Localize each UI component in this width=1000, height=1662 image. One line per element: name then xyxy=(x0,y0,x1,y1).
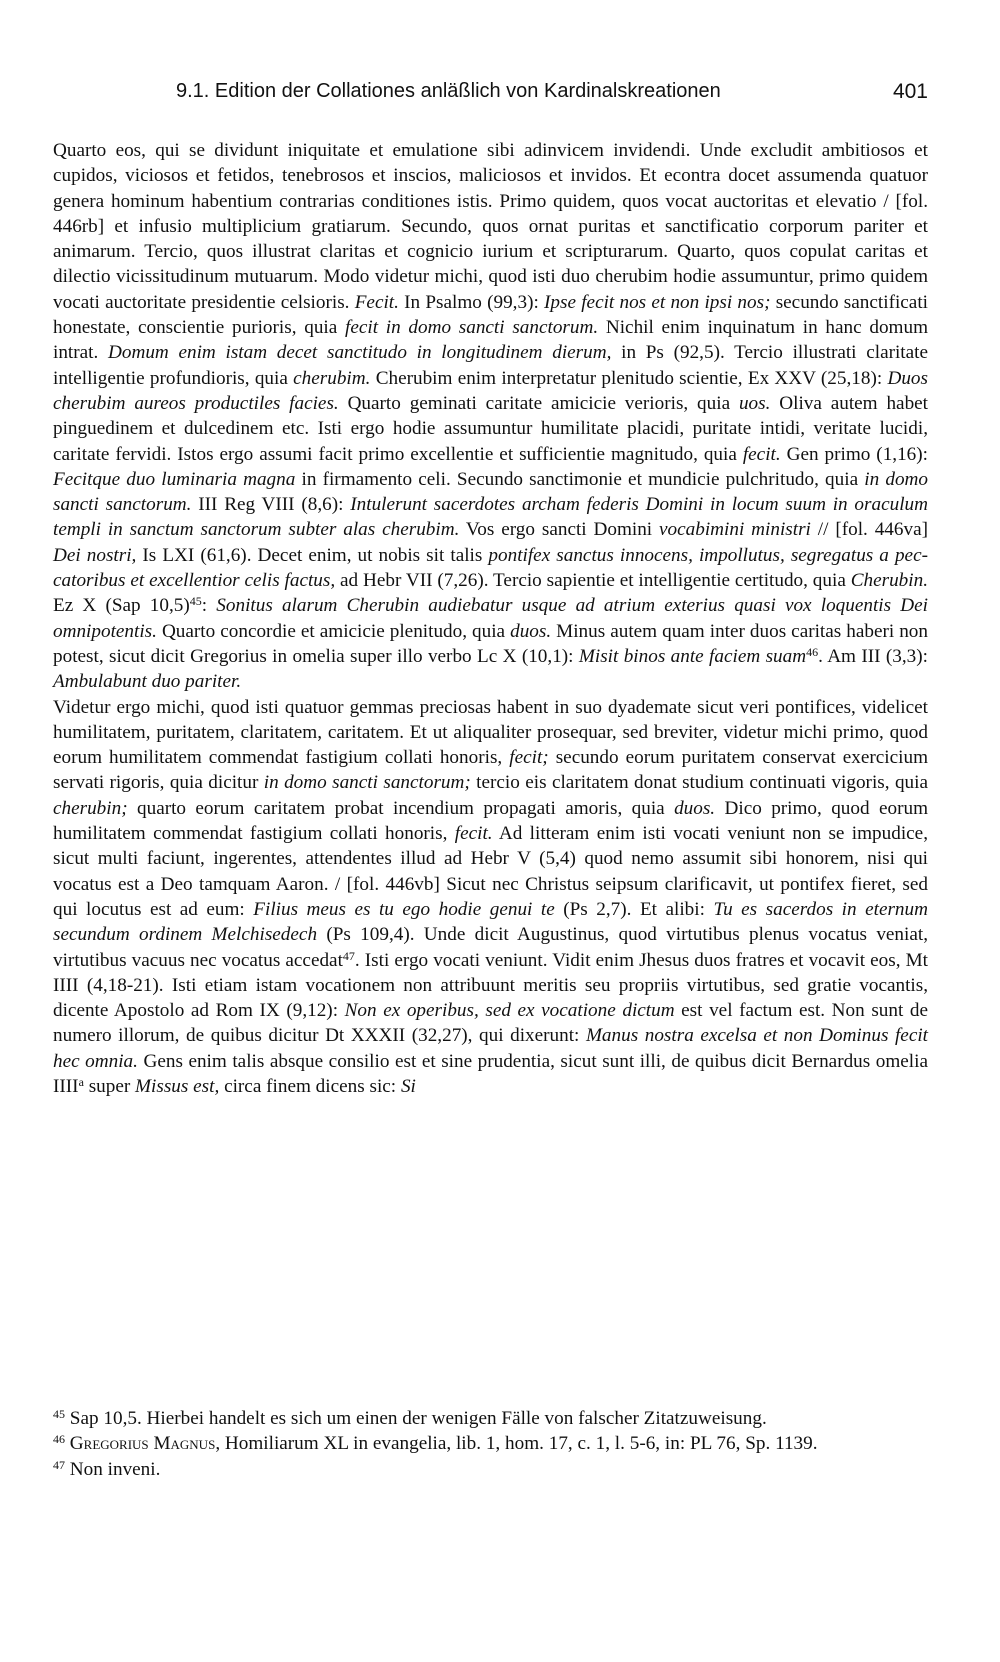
italic-text: Ambulabunt duo pariter. xyxy=(53,671,242,693)
italic-text: duos. xyxy=(674,797,716,819)
italic-text: Dei nostri, xyxy=(53,544,137,566)
italic-text: in domo sancti sanctorum. xyxy=(53,468,928,516)
author-name: Gregorius Magnus xyxy=(69,1433,216,1455)
italic-text: Misit binos ante faciem suam xyxy=(578,645,807,667)
footnote-marker: 47 xyxy=(342,948,355,963)
italic-text: cherubin; xyxy=(53,797,128,819)
main-text xyxy=(53,138,928,1099)
page-number: 401 xyxy=(892,80,928,103)
footnote-marker: a xyxy=(78,1074,84,1089)
footnotes xyxy=(53,1406,928,1482)
footnote-marker: 46 xyxy=(53,1432,65,1447)
italic-text: Fecitque duo luminaria magna xyxy=(53,468,296,490)
italic-text: Intulerunt sacerdotes archam federis Domini in locum suum in oraculum templi in sanctum sanctorum subter alas cherubim. xyxy=(53,494,928,541)
italic-text: Cherubin. xyxy=(850,570,928,592)
footnote-marker: 45 xyxy=(53,1407,65,1421)
italic-text: duos. xyxy=(510,620,552,642)
italic-text: Fecit. xyxy=(354,291,399,313)
running-title: 9.1. Edition der Collationes anläßlich von Kardinalskreationen xyxy=(176,80,721,102)
italic-text: uos. xyxy=(738,392,771,414)
footnote: $^{46}$ Gregorius Magnus, Homiliarum XL in evangelia, lib. 1, hom. 17, c. 1, l. 5-6, in: PL 76, Sp. 1139. xyxy=(53,1432,818,1455)
italic-text: fecit. xyxy=(454,823,493,845)
italic-text: Si xyxy=(400,1075,416,1097)
italic-text: pontifex sanctus innocens, impollutus, segregatus a peccatoribus et excellentior celis factus, xyxy=(53,544,928,592)
italic-text: Duos cherubim aureos productiles facies. xyxy=(53,367,928,414)
footnote-marker: 45 xyxy=(189,594,202,609)
italic-text: Filius meus es tu ego hodie genui te xyxy=(253,898,555,920)
italic-text: Non ex operibus, sed ex vocatione dictum xyxy=(344,1000,675,1022)
italic-text: in domo sancti sanctorum; xyxy=(263,772,471,794)
footnote-marker: 46 xyxy=(806,644,819,659)
italic-text: fecit. xyxy=(742,443,781,465)
footnote: $^{47}$ Non inveni. xyxy=(53,1457,161,1480)
italic-text: fecit in domo sancti sanctorum. xyxy=(345,317,599,339)
italic-text: Ipse fecit nos et non ipsi nos; xyxy=(544,291,771,313)
italic-text: Manus nostra excelsa et non Dominus fecit hec omnia. xyxy=(53,1025,928,1072)
footnote-marker: 47 xyxy=(53,1457,65,1472)
italic-text: vocabimini ministri xyxy=(659,519,811,541)
italic-text: Missus est, xyxy=(135,1075,220,1097)
italic-text: Domum enim istam decet sanctitudo in longitudinem dierum, xyxy=(108,342,612,364)
paragraph: Videtur ergo michi, quod isti quatuor gemmas preciosas habent in suo dyademate sicut veri pontifices, videlicet humilitatem, puritatem, claritatem, caritatem. Et ut aliqualiter prosequar, sed breviter, videtur michi primo, quod eorum humilitatem commendat fastigium collati honoris, fecit; secundo eorum puritatem conservat exercicium servati rigoris, quia dicitur in domo sancti sanctorum; tercio eis claritatem donat studium continuati vigoris, quia cherubin; quarto eorum caritatem probat incendium propagati amoris, quia duos. Dico primo, quod eorum humilitatem commendat fastigium collati honoris, fecit. Ad litteram enim isti vocati veniunt non se impudice, sicut multi faciunt, ingerentes, attendentes illud ad Hebr V (5,4) quod nemo assumit sibi honorem, nisi qui vocatus est a Deo tamquam Aaron. / [fol. 446vb] Sicut nec Christus seipsum clarificavit, ut pontifex fieret, sed qui locutus est ad eum: Filius meus es tu ego hodie genui te (Ps 2,7). Et alibi: Tu es sacerdos in eternum secundum ordinem Melchisedech (Ps 109,4). Unde dicit Augustinus, quod virtutibus plenus vocatus veniat, virtutibus vacuus nec vocatus accedat$^{47}$. Isti ergo vocati veniunt. Vidit enim Jhesus duos fratres et vocavit eos, Mt IIII (4,18-21). Isti etiam istam vocationem non attribuunt meritis seu propriis virtutibus, sed gratie vocantis, dicente Apostolo ad Rom IX (9,12): Non ex operibus, sed ex vocatione dictum est vel factum est. Non sunt de numero illorum, de quibus dicitur Dt XXXII (32,27), qui dixerunt: Manus nostra excelsa et non Dominus fecit hec omnia. Gens enim talis absque consilio est et sine prudentia, sicut sunt illi, de quibus dicit Bernardus omelia IIII$^a$ super Missus est, circa finem dicens sic: Si xyxy=(53,696,929,1097)
paragraph: Quarto eos, qui se dividunt iniquitate et emulatione sibi adinvicem invidendi. Unde excludit ambitiosos et cupidos, viciosos et fetidos, tenebrosos et inscios, maliciosos et invidos. Et econtra docet assumenda quatuor genera hominum habentium contrarias conditiones istis. Primo quidem, quos vocat auctoritas et elevatio / [fol. 446rb] et infusio multiplicium gratiarum. Secundo, quos ornat puritas et sanctificatio corporum pariter et animarum. Tercio, quos illustrat claritas et cognicio iurium et scripturarum. Quarto, quos copulat caritas et dilectio vicissitudinum mutuarum. Modo videtur michi, quod isti duo cherubim hodie assumuntur, primo quidem vocati auctoritate presidentie celsioris. Fecit. In Psalmo (99,3): Ipse fecit nos et non ipsi nos; secundo sanctificati honestate, conscientie purioris, quia fecit in domo sancti sanctorum. Nichil enim inquinatum in hanc domum intrat. Domum enim istam decet sanctitudo in longitudinem dierum, in Ps (92,5). Tercio illustrati claritate intelligentie profundioris, quia cherubim. Cherubim enim interpretatur plenitudo scientie, Ex XXV (25,18): Duos cherubim aureos productiles facies. Quarto geminati caritate amicicie verioris, quia uos. Oliva autem habet pinguedinem et dulcedinem etc. Isti ergo hodie assumuntur humilitate placidi, puritate intidi, veritate lucidi, caritate fervidi. Istos ergo assumi facit primo excellentie et sufficientie magnitudo, quia fecit. Gen primo (1,16): Fecitque duo luminaria magna in firmamento celi. Secundo sanctimonie et mundicie pulchritudo, quia in domo sancti sanctorum. III Reg VIII (8,6): Intulerunt sacerdotes archam federis Domini in locum suum in oraculum templi in sanctum sanctorum subter alas cherubim. Vos ergo sancti Domini vocabimini ministri // [fol. 446va] Dei nostri, Is LXI (61,6). Decet enim, ut nobis sit talis pontifex sanctus innocens, impollutus, segregatus a peccatoribus et excellentior celis factus, ad Hebr VII (7,26). Tercio sapientie et intelligentie certitudo, quia Cherubin. Ez X (Sap 10,5)$^{45}$: Sonitus alarum Cherubin audiebatur usque ad atrium exterius quasi vox loquentis Dei omnipotentis. Quarto concordie et amicicie plenitudo, quia duos. Minus autem quam inter duos caritas haberi non potest, sicut dicit Gregorius in omelia super illo verbo Lc X (10,1): Misit binos ante faciem suam$^{46}$. Am III (3,3): Ambulabunt duo pariter. xyxy=(53,140,929,693)
italic-text: Tu es sacerdos in eternum secundum ordinem Melchisedech xyxy=(53,898,928,946)
italic-text: Sonitus alarum Cherubin audiebatur usque ad atrium exterius quasi vox loquentis Dei omnipotentis. xyxy=(53,595,928,642)
italic-text: fecit; xyxy=(509,747,549,769)
footnote: $^{45}$ Sap 10,5. Hierbei handelt es sich um einen der wenigen Fälle von falscher Zitatzuweisung. xyxy=(53,1407,767,1429)
italic-text: cherubim. xyxy=(293,367,371,389)
